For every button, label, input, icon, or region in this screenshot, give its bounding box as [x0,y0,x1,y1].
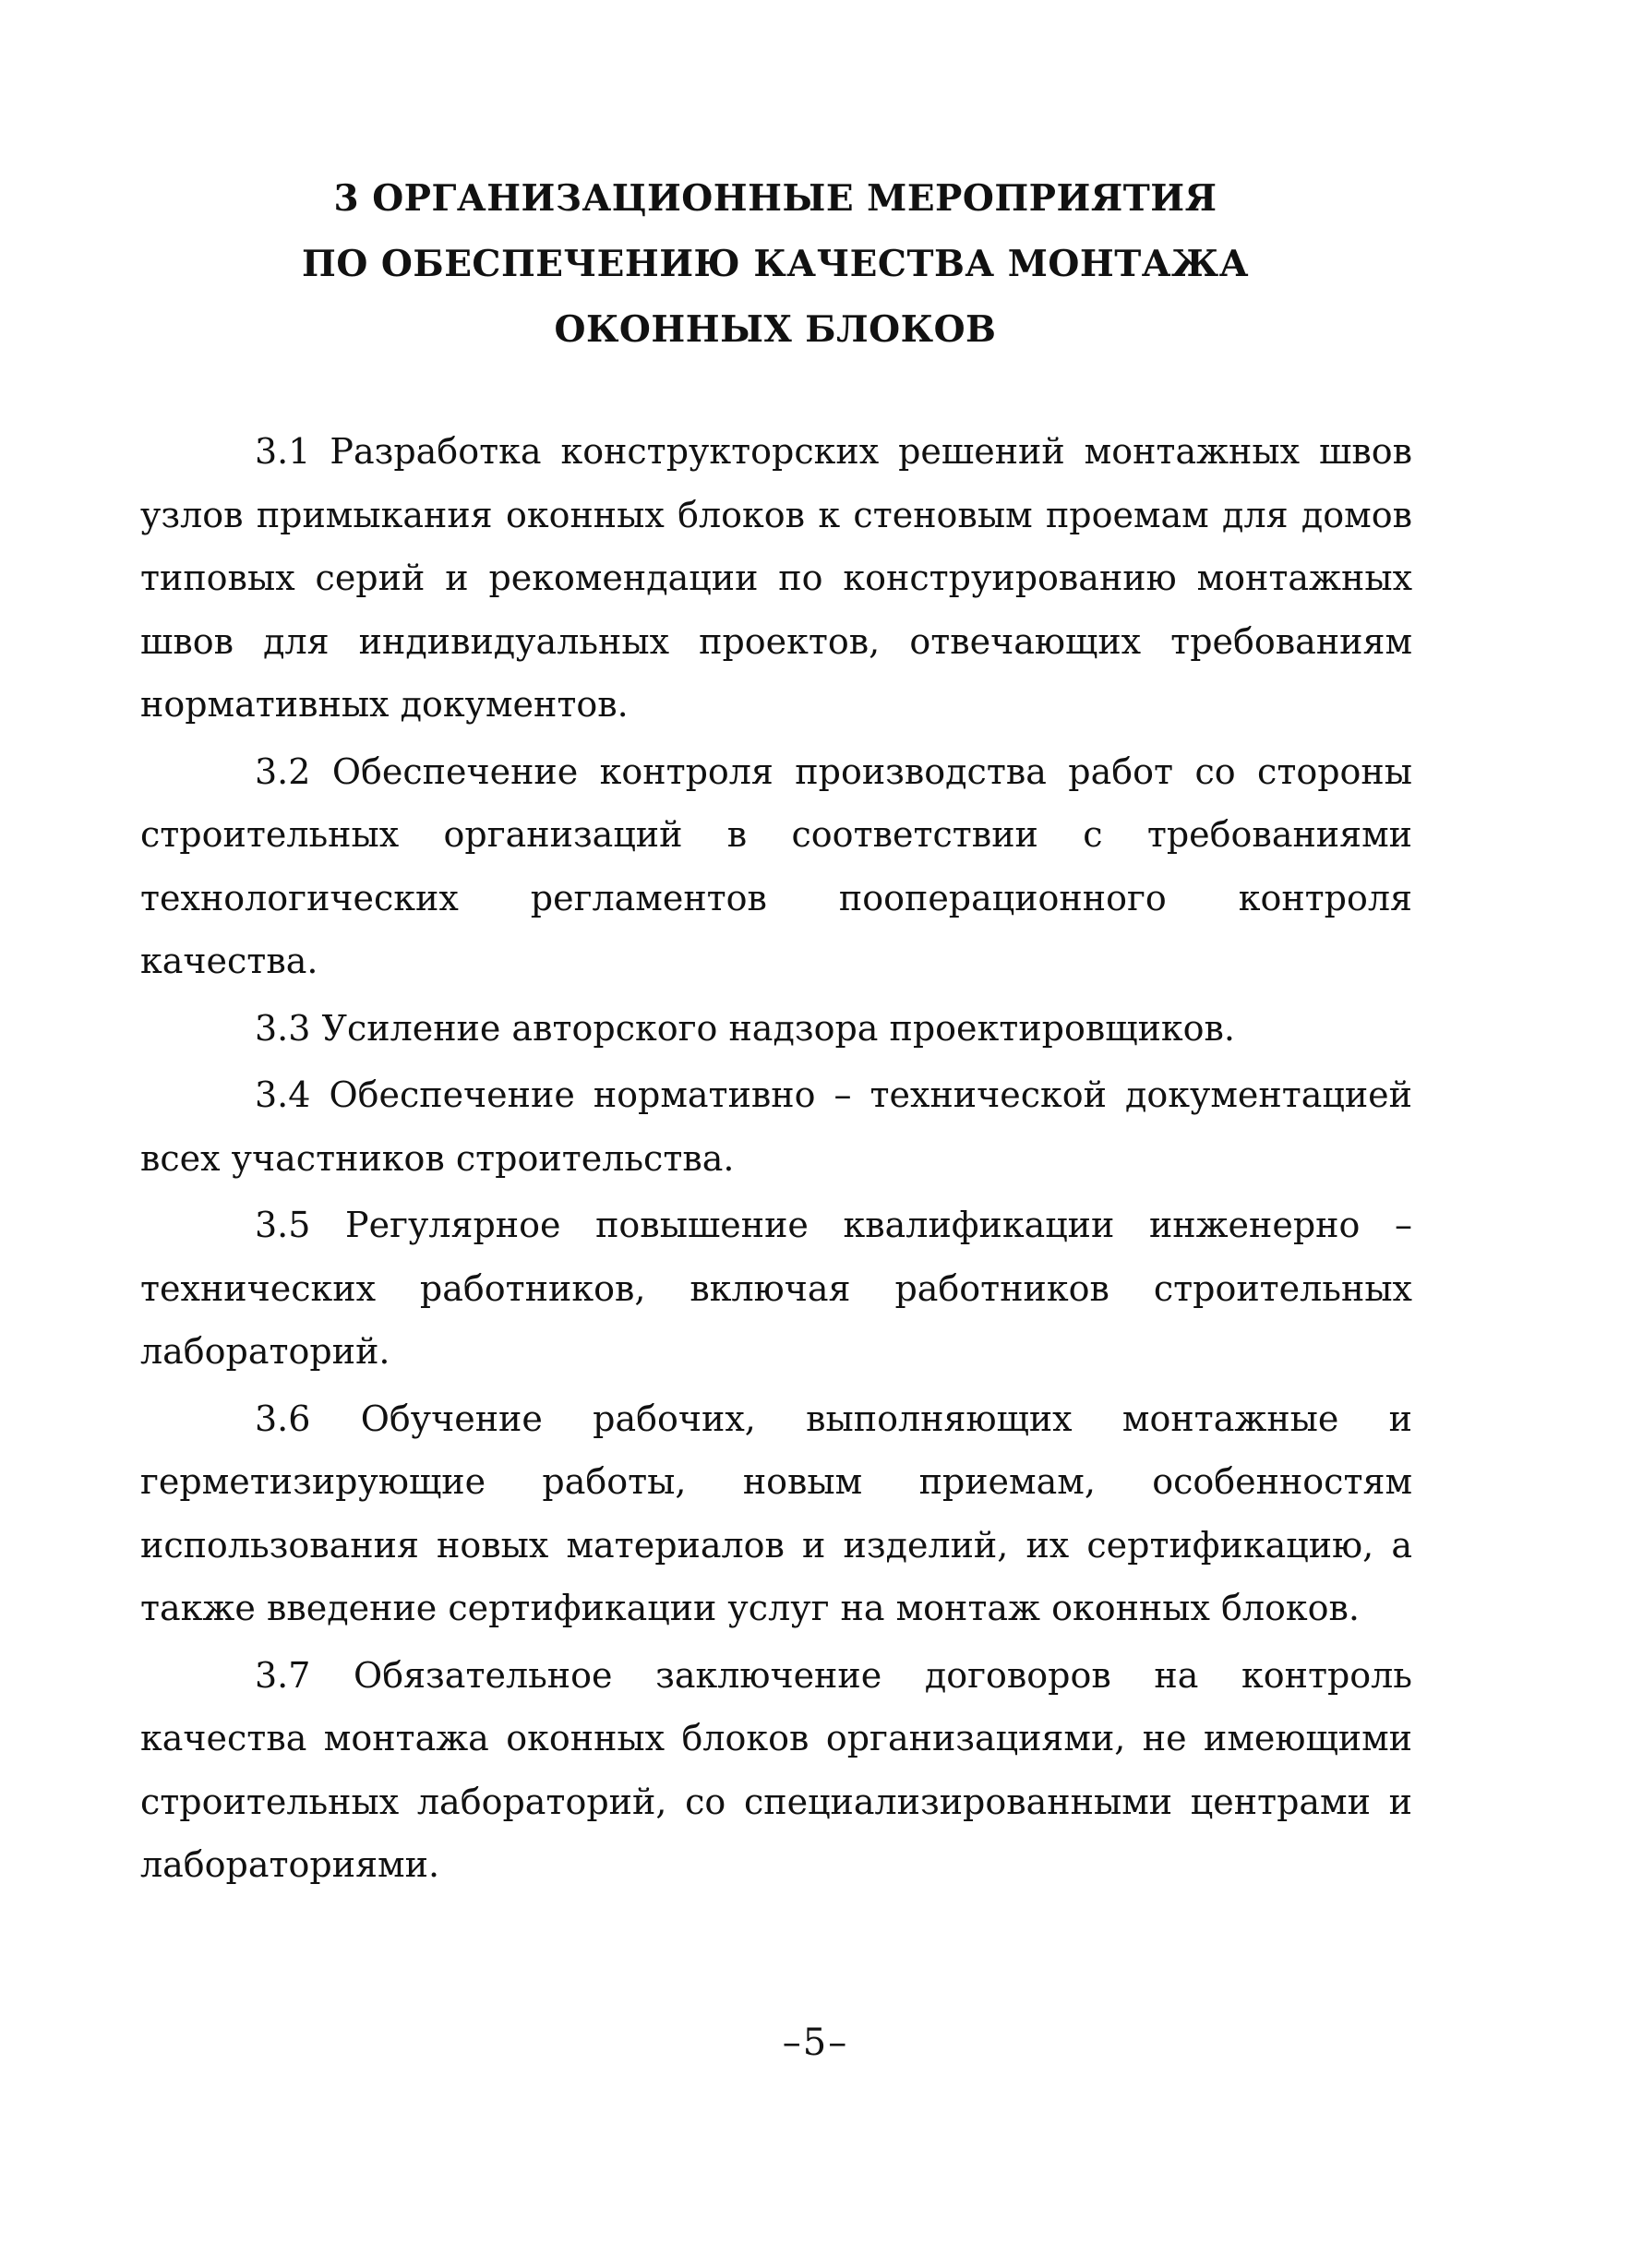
paragraph-3-6: 3.6 Обучение рабочих, выполняющих монтажные и герметизирующие работы, новым приемам, особенностям использования новых материалов и изделий, их сертификацию, а также введение сертификации услуг на монтаж оконных блоков. [140,1398,1412,1628]
page-number: –5– [782,2022,849,2064]
paragraph-3-3: 3.3 Усиление авторского надзора проектировщиков. [255,1007,1235,1049]
section-heading-line-3: ОКОННЫХ БЛОКОВ [554,308,997,351]
paragraph-3-7: 3.7 Обязательное заключение договоров на контроль качества монтажа оконных блоков организациями, не имеющими строительных лабораторий, со специализированными центрами и лабораториями. [140,1654,1412,1885]
section-body [140,420,1412,1901]
section-heading-line-1: 3 ОРГАНИЗАЦИОННЫЕ МЕРОПРИЯТИЯ [333,177,1217,220]
section-heading-line-2: ПО ОБЕСПЕЧЕНИЮ КАЧЕСТВА МОНТАЖА [302,243,1249,285]
paragraph-3-4: 3.4 Обеспечение нормативно – технической документацией всех участников строительства. [140,1074,1412,1179]
paragraph-3-2: 3.2 Обеспечение контроля производства работ со стороны строительных организаций в соответствии с требованиями технологических регламентов пооперационного контроля качества. [140,750,1412,981]
section-heading [138,166,1412,363]
paragraph-3-5: 3.5 Регулярное повышение квалификации инженерно – технических работников, включая работников строительных лабораторий. [140,1205,1412,1372]
paragraph-3-1: 3.1 Разработка конструкторских решений монтажных швов узлов примыкания оконных блоков к стеновым проемам для домов типовых серий и рекомендации по конструированию монтажных швов для индивидуальных проектов, отвечающих требованиям нормативных документов. [140,431,1412,725]
